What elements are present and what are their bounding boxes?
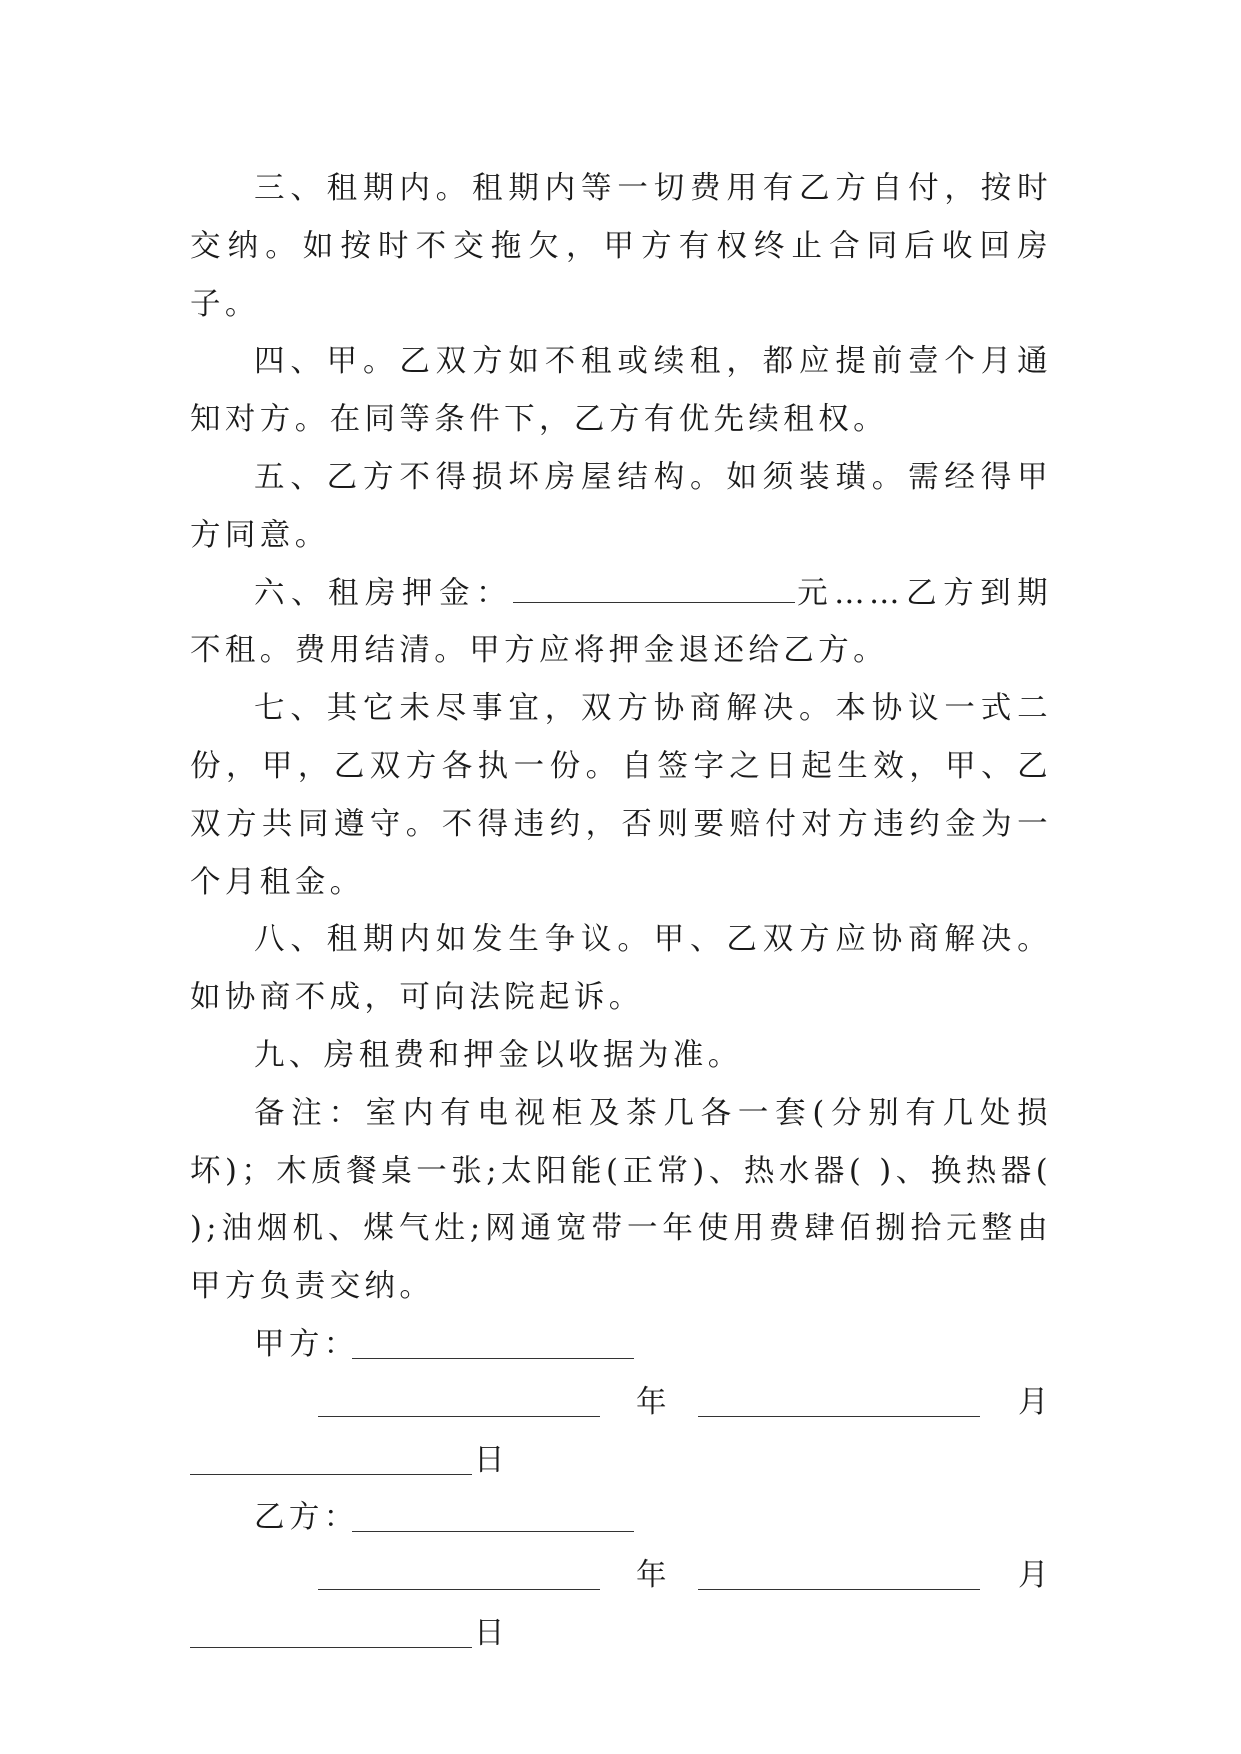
party-a-day-blank[interactable] bbox=[190, 1448, 472, 1475]
party-b-label: 乙方： bbox=[254, 1500, 359, 1536]
clause-7: 七、其它未尽事宜，双方协商解决。本协议一式二份，甲，乙双方各执一份。自签字之日起生效，甲、乙双方共同遵守。不得违约，否则要赔付对方违约金为一个月租金。 bbox=[190, 691, 1052, 900]
contract-body bbox=[190, 160, 1052, 1663]
clause-6 bbox=[190, 565, 1052, 681]
party-a-month-label: 月 bbox=[1018, 1384, 1053, 1420]
party-b-year-blank[interactable] bbox=[318, 1563, 600, 1590]
party-b-day-label: 日 bbox=[474, 1615, 509, 1651]
party-b-date-row bbox=[190, 1547, 1052, 1605]
party-a-day-label: 日 bbox=[474, 1442, 509, 1478]
clause-6-prefix: 六、租房押金： bbox=[254, 575, 514, 611]
party-b-month-label: 月 bbox=[1018, 1558, 1053, 1594]
party-a-day-row bbox=[190, 1432, 1052, 1490]
party-b-year-label: 年 bbox=[636, 1558, 671, 1594]
party-a-signature bbox=[190, 1316, 1052, 1374]
party-a-date-row bbox=[190, 1374, 1052, 1432]
party-b-day-blank[interactable] bbox=[190, 1621, 472, 1648]
clause-4: 四、甲。乙双方如不租或续租，都应提前壹个月通知对方。在同等条件下，乙方有优先续租权。 bbox=[190, 344, 1052, 438]
party-a-year-blank[interactable] bbox=[318, 1390, 600, 1417]
party-b-blank[interactable] bbox=[352, 1505, 634, 1532]
party-a-month-blank[interactable] bbox=[698, 1390, 980, 1417]
clause-6-suffix: 元……乙方到期不租。费用结清。甲方应将押金退还给乙方。 bbox=[190, 575, 1052, 669]
clause-5: 五、乙方不得损坏房屋结构。如须装璜。需经得甲方同意。 bbox=[190, 459, 1052, 553]
party-a-year-label: 年 bbox=[636, 1384, 671, 1420]
party-a-label: 甲方： bbox=[254, 1326, 359, 1362]
party-b-month-blank[interactable] bbox=[698, 1563, 980, 1590]
party-a-blank[interactable] bbox=[352, 1332, 634, 1359]
remarks: 备注：室内有电视柜及茶几各一套(分别有几处损坏)；木质餐桌一张;太阳能(正常)、热水器( )、换热器( );油烟机、煤气灶;网通宽带一年使用费肆佰捌拾元整由甲方负责交纳。 bbox=[190, 1095, 1052, 1305]
clause-3: 三、租期内。租期内等一切费用有乙方自付，按时交纳。如按时不交拖欠，甲方有权终止合同后收回房子。 bbox=[190, 171, 1052, 322]
party-b-signature bbox=[190, 1489, 1052, 1547]
party-b-day-row bbox=[190, 1605, 1052, 1663]
deposit-amount-blank[interactable] bbox=[513, 576, 795, 603]
clause-9: 九、房租费和押金以收据为准。 bbox=[254, 1037, 743, 1073]
clause-8: 八、租期内如发生争议。甲、乙双方应协商解决。如协商不成，可向法院起诉。 bbox=[190, 922, 1052, 1016]
